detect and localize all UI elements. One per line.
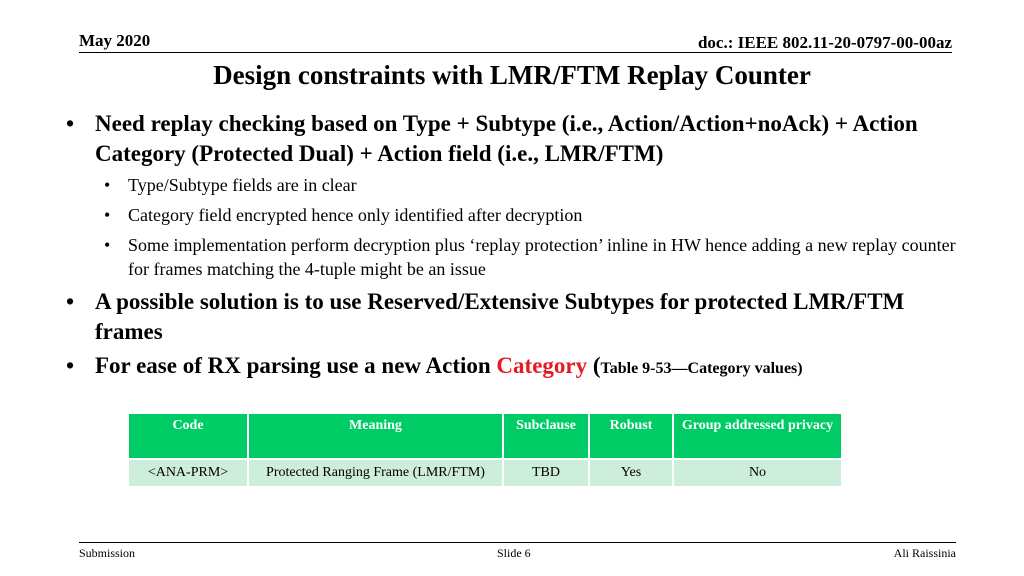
bullet-3-table-ref: Table 9-53—Category values) [600, 360, 803, 377]
sub-bullet [66, 233, 956, 281]
footer-submission: Submission [79, 546, 136, 560]
slide-title: Design constraints with LMR/FTM Replay Counter [213, 60, 811, 90]
cell-subclause: TBD [503, 459, 589, 486]
sub-bullet [66, 203, 956, 227]
category-table [129, 414, 843, 486]
col-header-subclause: Subclause [503, 414, 589, 459]
table-row [129, 459, 842, 486]
bullet-dot-icon: • [104, 175, 111, 195]
footer-rule [79, 542, 956, 543]
cell-robust: Yes [589, 459, 673, 486]
bullet-dot-icon: • [66, 111, 75, 136]
bullet-1 [66, 109, 956, 169]
bullet-3-prefix: For ease of RX parsing use a new Action [95, 353, 497, 378]
col-header-robust: Robust [589, 414, 673, 459]
bullet-dot-icon: • [66, 353, 75, 378]
footer-slide-number: Slide 6 [497, 546, 531, 560]
sub-bullet [66, 173, 956, 197]
bullet-3-highlight: Category [496, 353, 588, 378]
sub-bullet-text: Type/Subtype fields are in clear [128, 175, 357, 195]
bullet-dot-icon: • [66, 289, 75, 314]
slide-body [66, 109, 956, 388]
bullet-2-text: A possible solution is to use Reserved/Extensive Subtypes for protected LMR/FTM frames [95, 289, 905, 344]
sub-bullet-text: Some implementation perform decryption plus ‘replay protection’ inline in HW hence adding a new replay counter for frames matching the 4-tuple might be an issue [128, 235, 956, 279]
col-header-meaning: Meaning [248, 414, 503, 459]
col-header-code: Code [129, 414, 248, 459]
table-header-row [129, 414, 842, 459]
cell-group-privacy: No [673, 459, 842, 486]
bullet-3 [66, 351, 956, 384]
footer-author: Ali Raissinia [893, 546, 956, 560]
bullet-2 [66, 287, 956, 347]
bullet-3-paren: ( [587, 353, 601, 378]
header-date: May 2020 [79, 31, 151, 50]
header-doc-id: doc.: IEEE 802.11-20-0797-00-00az [697, 33, 952, 52]
bullet-1-text: Need replay checking based on Type + Subtype (i.e., Action/Action+noAck) + Action Category (Protected Dual) + Action field (i.e., LMR/FTM) [95, 111, 918, 166]
sub-bullet-text: Category field encrypted hence only identified after decryption [128, 205, 583, 225]
col-header-group-privacy: Group addressed privacy [673, 414, 842, 459]
cell-meaning: Protected Ranging Frame (LMR/FTM) [248, 459, 503, 486]
bullet-dot-icon: • [104, 205, 111, 225]
header-rule [79, 52, 952, 53]
bullet-dot-icon: • [104, 235, 111, 255]
cell-code: <ANA-PRM> [129, 459, 248, 486]
